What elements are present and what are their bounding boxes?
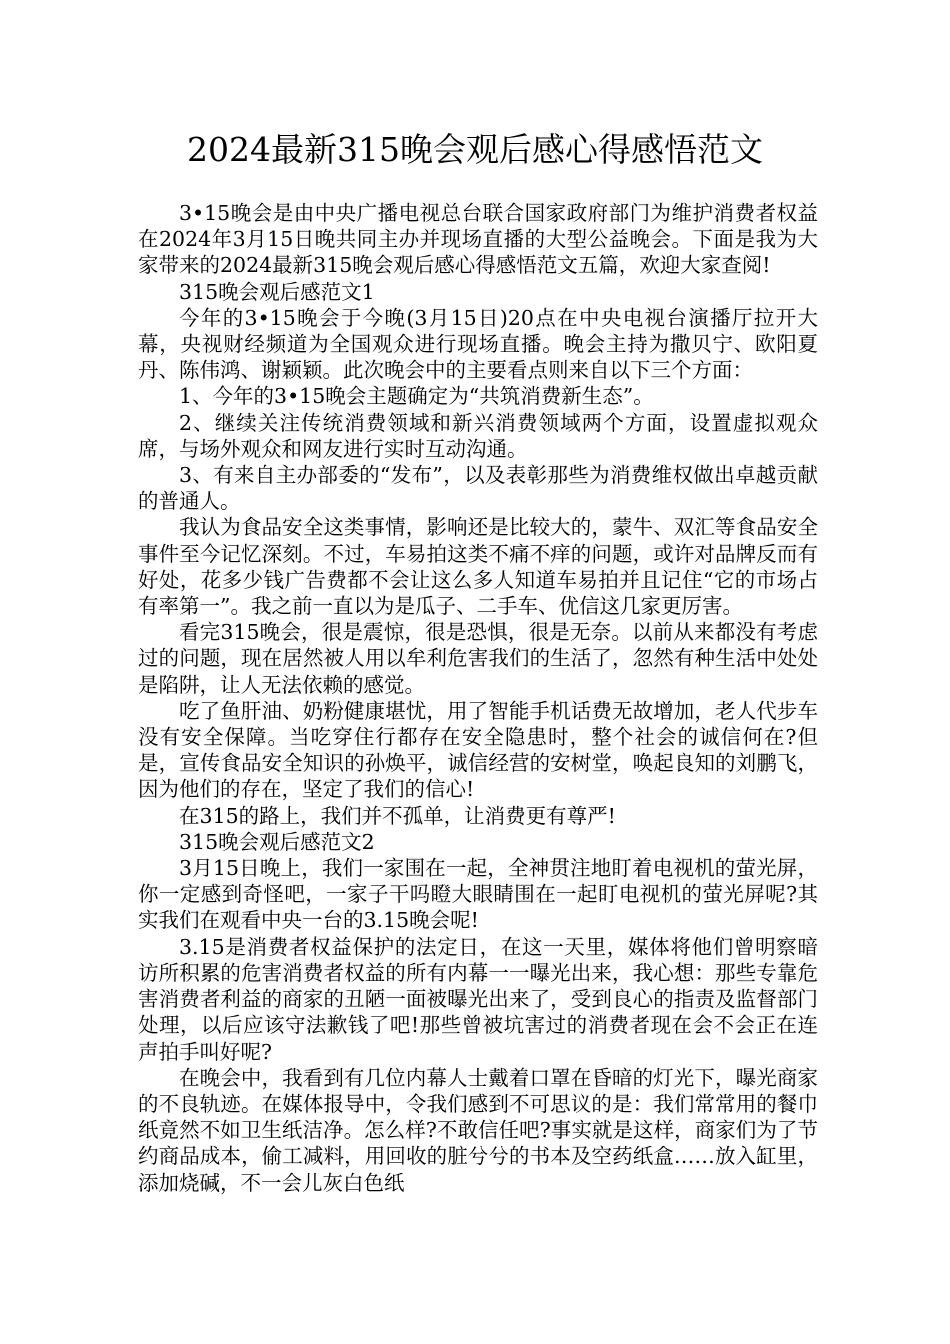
paragraph: 我认为食品安全这类事情，影响还是比较大的，蒙牛、双汇等食品安全事件至今记忆深刻。不过，车易拍这类不痛不痒的问题，或许对品牌反而有好处，花多少钱广告费都不会让这么多人知道车易拍并且记住“它的市场占有率第一”。我之前一直以为是瓜子、二手车、优信这几家更厉害。 <box>138 515 818 619</box>
section-heading-2: 315晚会观后感范文2 <box>179 829 375 854</box>
paragraph: 1、今年的3•15晚会主题确定为“共筑消费新生态”。 <box>179 384 654 409</box>
paragraph: 3.15是消费者权益保护的法定日，在这一天里，媒体将他们曾明察暗访所积累的危害消费者权益的所有内幕一一曝光出来，我心想：那些专靠危害消费者利益的商家的丑陋一面被曝光出来了，受到良心的指责及监督部门处理，以后应该守法歉钱了吧!那些曾被坑害过的消费者现在会不会正在连声拍手叫好呢? <box>138 934 818 1064</box>
paragraph: 3、有来自主办部委的“发布”，以及表彰那些为消费维权做出卓越贡献的普通人。 <box>138 463 818 514</box>
paragraph: 2、继续关注传统消费领域和新兴消费领域两个方面，设置虚拟观众席，与场外观众和网友进行实时互动沟通。 <box>138 410 818 461</box>
document-body <box>138 200 818 1196</box>
paragraph: 今年的3•15晚会于今晚(3月15日)20点在中央电视台演播厅拉开大幕，央视财经频道为全国观众进行现场直播。晚会主持为撒贝宁、欧阳夏丹、陈伟鸿、谢颖颖。此次晚会中的主要看点则来自以下三个方面： <box>138 305 818 383</box>
document-title: 2024最新315晚会观后感心得感悟范文 <box>187 130 763 169</box>
paragraph: 吃了鱼肝油、奶粉健康堪忧，用了智能手机话费无故增加，老人代步车没有安全保障。当吃穿住行都存在安全隐患时，整个社会的诚信何在?但是，宣传食品安全知识的孙焕平，诚信经营的安树堂，唤起良知的刘鹏飞，因为他们的存在，坚定了我们的信心! <box>138 698 818 802</box>
paragraph: 在315的路上，我们并不孤单，让消费更有尊严! <box>179 803 616 828</box>
paragraph: 3月15日晚上，我们一家围在一起，全神贯注地盯着电视机的萤光屏，你一定感到奇怪吧，一家子干吗瞪大眼睛围在一起盯电视机的萤光屏呢?其实我们在观看中央一台的3.15晚会呢! <box>138 856 818 933</box>
section-heading-1: 315晚会观后感范文1 <box>179 279 375 304</box>
paragraph-intro: 3•15晚会是由中央广播电视总台联合国家政府部门为维护消费者权益在2024年3月15日晚共同主办并现场直播的大型公益晚会。下面是我为大家带来的2024最新315晚会观后感心得感悟范文五篇，欢迎大家查阅! <box>138 201 818 278</box>
paragraph: 看完315晚会，很是震惊，很是恐惧，很是无奈。以前从来都没有考虑过的问题，现在居然被人用以牟利危害我们的生活了，忽然有种生活中处处是陷阱，让人无法依赖的感觉。 <box>138 620 818 697</box>
paragraph: 在晚会中，我看到有几位内幕人士戴着口罩在昏暗的灯光下，曝光商家的不良轨迹。在媒体报导中，令我们感到不可思议的是：我们常常用的餐巾纸竟然不如卫生纸洁净。怎么样?不敢信任吧?事实就是这样，商家们为了节约商品成本，偷工减料，用回收的脏兮兮的书本及空药纸盒……放入缸里，添加烧碱，不一会儿灰白色纸 <box>138 1065 818 1195</box>
